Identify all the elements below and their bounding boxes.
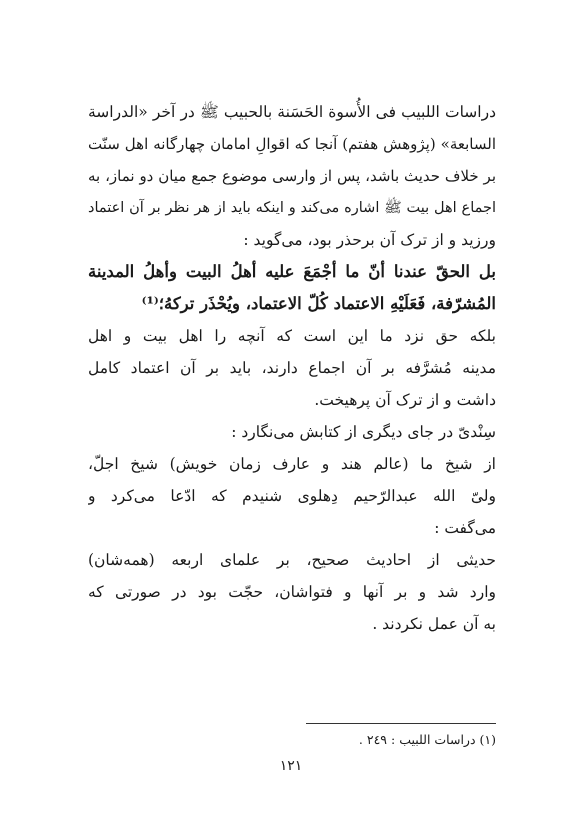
body-line: دراسات اللبيب فی الأُسوة الحَسَنة بالحبيب ﷺ در آخر «الدراسة <box>88 103 496 121</box>
translation-line: داشت و از ترک آن پرهیخت. <box>314 391 496 409</box>
body-line: ورزید و از ترک آن برحذر بود، می‌گوید : <box>243 231 496 249</box>
arabic-quote-line: بل الحقّ عندنا أنّ ما أجْمَعَ علیه أهلُ البیت وأهلُ المدینة <box>88 262 496 281</box>
body-line: اجماع اهل بیت ﷺ اشاره می‌کند و اینکه باید از هر نظر بر آن اعتماد <box>88 200 496 216</box>
quote-line: به آن عمل نکردند . <box>372 615 496 633</box>
page-number: ۱۲۱ <box>279 758 303 774</box>
arabic-quote-line: المُشرّفة، فَعَلَیْهِ الاعتماد کُلّ الاعتماد، ویُحْذَر ترکهُ؛⁽¹⁾ <box>141 294 496 313</box>
quote-line: می‌گفت : <box>434 519 496 537</box>
quote-line: حدیثی از احادیث صحیح، بر علمای اربعه (همه‌شان) <box>88 551 496 569</box>
quote-line: وارد شد و بر آنها و فتواشان، حجّت بود در صورتی که <box>88 583 496 601</box>
page-body <box>88 96 496 640</box>
translation-line: مدینه مُشرَّفه بر آن اجماع دارند، باید بر آن اعتماد کامل <box>88 359 496 377</box>
body-line: بر خلاف حدیث باشد، پس از وارسی موضوع جمع میان دو نماز، به <box>88 167 496 185</box>
footnote-divider <box>306 723 496 724</box>
quote-line: ولیّ الله عبدالرّحیم دِهلوی شنیدم که ادّعا می‌کرد و <box>88 487 496 505</box>
translation-line: بلکه حق نزد ما این است که آنچه را اهل بیت و اهل <box>88 327 496 345</box>
quote-line: از شیخ ما (عالم هند و عارف زمان خویش) شیخ اجلّ، <box>88 455 496 473</box>
body-line: سِنْدیّ در جای دیگری از کتابش می‌نگارد : <box>231 423 496 441</box>
body-line: السابعة» (پژوهش هفتم) آنجا که اقوالِ امامان چهارگانه اهل سنّت <box>88 135 496 153</box>
footnote: (۱) دراسات اللبیب : ۲٤۹ . <box>358 732 496 747</box>
